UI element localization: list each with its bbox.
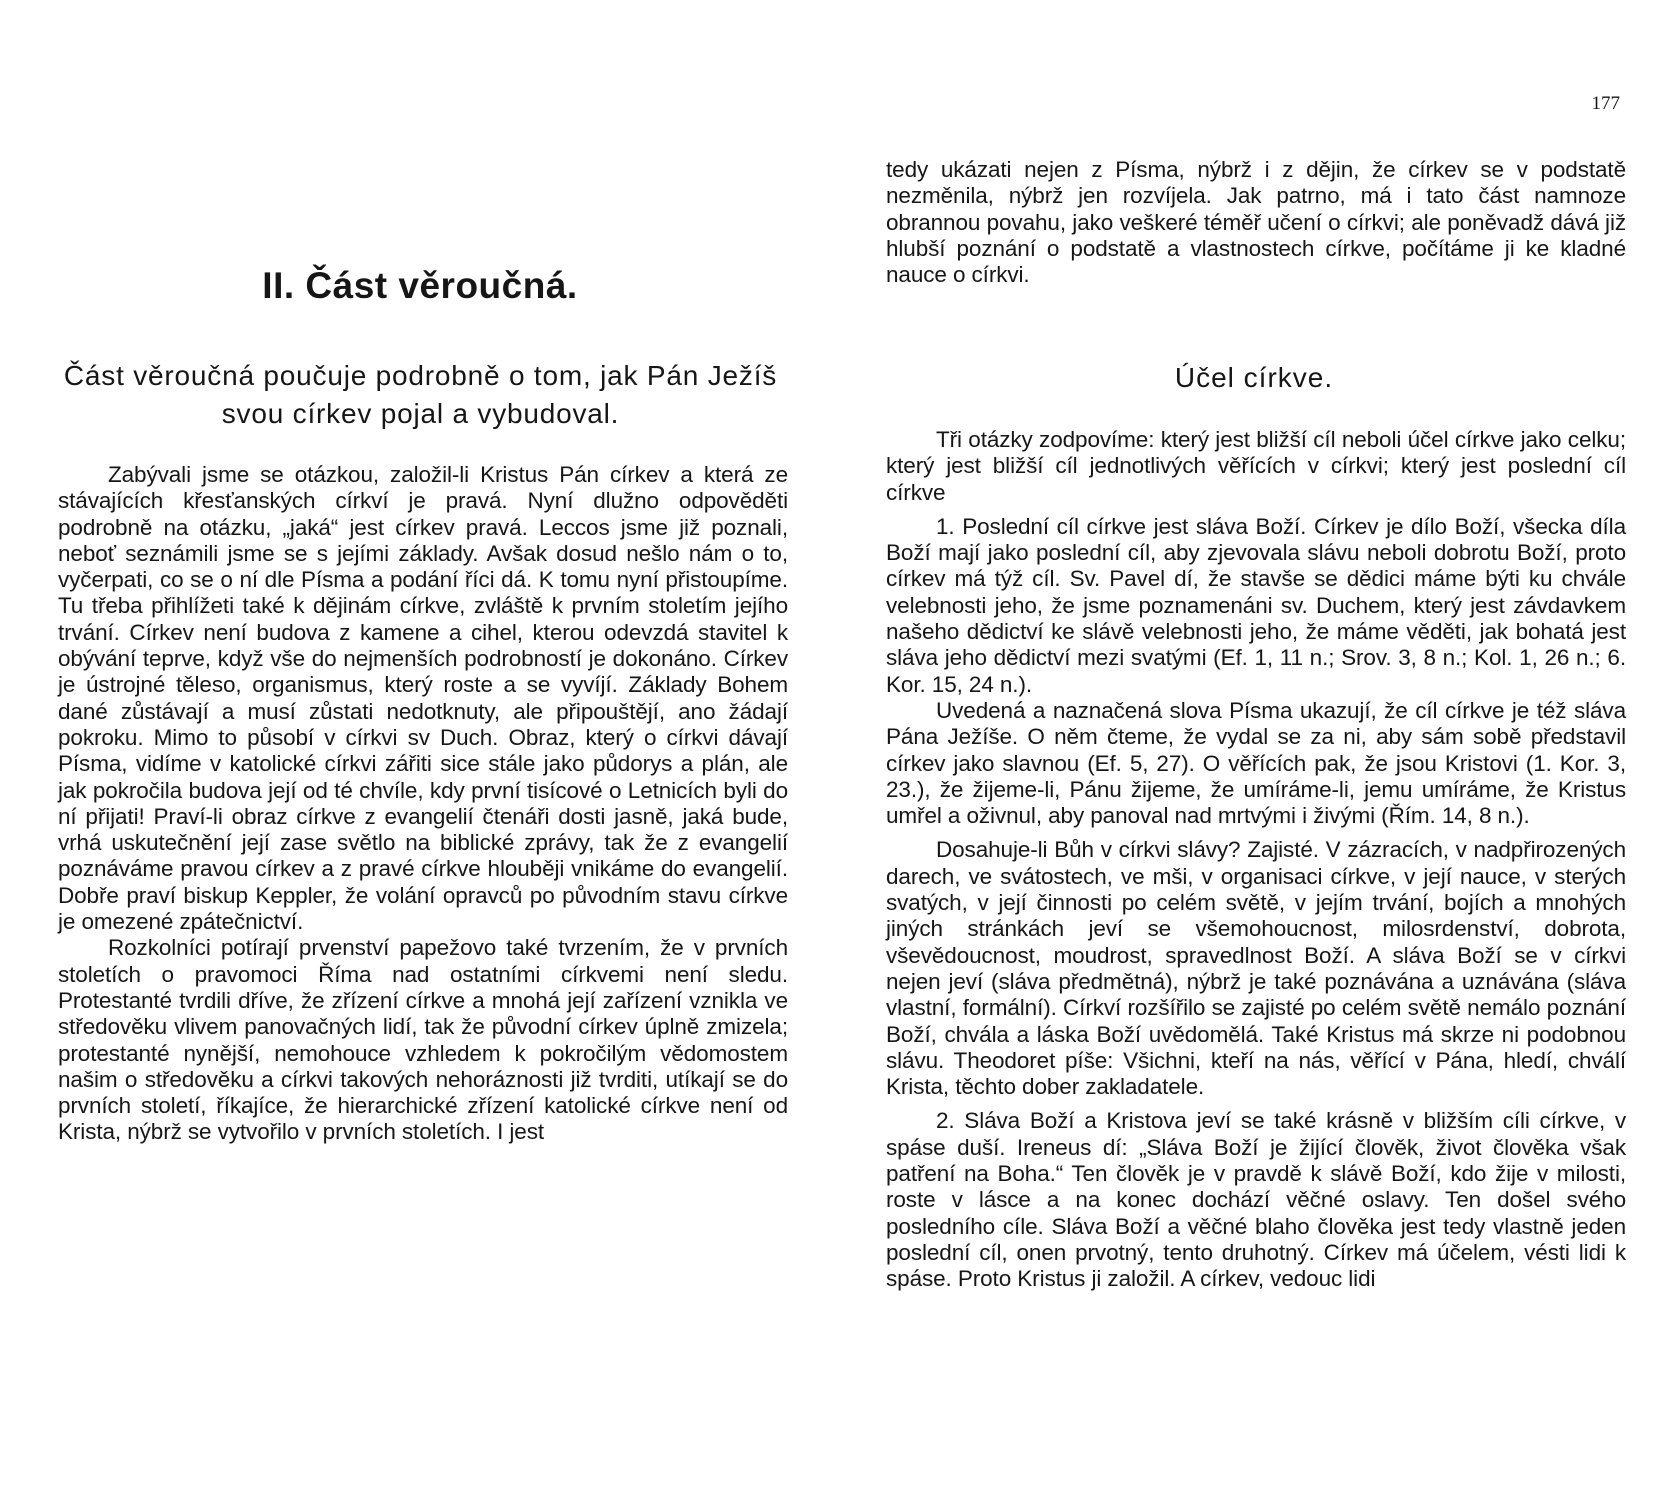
paragraph: Uvedená a naznačená slova Písma ukazují, že cíl církve je též sláva Pána Ježíše. O něm čteme, že vydal se za ni, aby sám sobě představil církev jako slavnou (Ef. 5, 27). O věřících pak, že jsou Kristovi (1. Kor. 3, 23.), že žijeme-li, Pánu žijeme, že umíráme-li, jemu umíráme, že Kristus umřel a oživnul, aby panoval nad mrtvými i živými (Řím. 14, 8 n.). <box>886 697 1626 829</box>
right-page <box>836 0 1672 1500</box>
paragraph: Dosahuje-li Bůh v církvi slávy? Zajisté. V zázracích, v nadpřirozených darech, ve svátostech, ve mši, v organisaci církve, v její nauce, v sterých svatých, v její činnosti po celém světě, v jejím trvání, bojích a mnohých jiných stránkách jeví se všemohoucnost, milosrdenství, dobrota, vševědoucnost, moudrost, spravedlnost Boží. A sláva Boží se v církvi nejen jeví (sláva předmětná), nýbrž je také poznávána a uznávána (sláva vlastní, formální). Církví rozšířilo se zajisté po celém světě nemálo poznání Boží, chvála a láska Boží uvědomělá. Také Kristus má skrze ni podobnou slávu. Theodoret píše: Všichni, kteří na nás, věřící v Pána, hledí, chválí Krista, těchto dober zakladatele. <box>886 837 1626 1100</box>
section-title: Účel církve. <box>1174 362 1334 393</box>
paragraph: 1. Poslední cíl církve jest sláva Boží. Církev je dílo Boží, všecka díla Boží mají jako poslední cíl, aby zjevovala slávu neboli dobrotu Boží, proto církev má týž cíl. Sv. Pavel dí, že stavše se dědici máme býti ku chvále velebnosti jeho, že jsme poznamenáni sv. Duchem, který jest závdavkem našeho dědictví ke slávě velebnosti jeho, že máme věděti, jak bohatá jest sláva jeho dědictví mezi svatými (Ef. 1, 11 n.; Srov. 3, 8 n.; Kol. 1, 26 n.; 6. Kor. 15, 24 n.). <box>886 513 1626 697</box>
left-body-text <box>58 462 788 1146</box>
paragraph: 2. Sláva Boží a Kristova jeví se také krásně v bližším cíli církve, v spáse duší. Ireneus dí: „Sláva Boží je žijící člověk, život člověka však patření na Boha.“ Ten člověk je v pravdě k slávě Boží, kdo žije v milosti, roste v lásce a na konec dochází věčné oslavy. Ten došel svého posledního cíle. Sláva Boží a věčné blaho člověka jest tedy vlastně jeden poslední cíl, onen prvotný, tento druhotný. Církev má účelem, vésti lidi k spáse. Proto Kristus ji založil. A církev, vedouc lidi <box>886 1108 1626 1292</box>
paragraph: Tři otázky zodpovíme: který jest bližší cíl neboli účel církve jako celku; který jest bližší cíl jednotlivých věřících v církvi; který jest poslední cíl církve <box>886 427 1626 505</box>
right-intro-text <box>886 157 1626 288</box>
page-number: 177 <box>1591 93 1620 114</box>
part-subtitle: Část věroučná poučuje podrobně o tom, jak Pán Ježíš svou církev pojal a vybudoval. <box>63 360 778 429</box>
part-title: II. Část věroučná. <box>262 265 578 306</box>
paragraph: Zabývali jsme se otázkou, založil-li Kristus Pán církev a která ze stávajících křesťanských církví je pravá. Nyní dlužno odpověděti podrobně na otázku, „jaká“ jest církev pravá. Leccos jsme již poznali, neboť seznámili jsme se s jejími základy. Avšak dosud nešlo nám o to, vyčerpati, co se o ní dle Písma a podání říci dá. K tomu nyní přistoupíme. Tu třeba přihlížeti také k dějinám církve, zvláště k prvním stoletím jejího trvání. Církev není budova z kamene a cihel, kterou odevzdá stavitel k obývání teprve, když vše do nejmenších podrobností je dokonáno. Církev je ústrojné těleso, organismus, který roste a se vyvíjí. Základy Bohem dané zůstávají a musí zůstati nedotknuty, ale připouštějí, ano žádají pokroku. Mimo to působí v církvi sv Duch. Obraz, který o církvi dávají Písma, vidíme v katolické církvi zářiti sice stále jako půdorys a plán, ale jak pokročila budova její od té chvíle, kdy první tisícové o Letnicích byli do ní přijati! Praví-li obraz církve z evangelií čtenáři dosti jasně, jaká bude, vrhá uskutečnění její zase světlo na biblické zprávy, tak že z evangelií poznáváme pravou církev a z pravé církve hlouběji vnikáme do evangelií. Dobře praví biskup Keppler, že volání opravců po původním stavu církve je omezené zpátečnictví. <box>58 462 788 935</box>
right-body-text <box>886 427 1626 1293</box>
paragraph: Rozkolníci potírají prvenství papežovo také tvrzením, že v prvních stoletích o pravomoci Říma nad ostatními církvemi není sledu. Protestanté tvrdili dříve, že zřízení církve a mnohá její zařízení vznikla ve středověku vlivem panovačných lidí, tak že původní církev úplně zmizela; protestanté nynější, nemohouce vzhledem k pokročilým vědomostem našim o středověku a církvi takových nehoráznosti již tvrditi, utíkají se do prvních století, říkajíce, že hierarchické zřízení katolické církve není od Krista, nýbrž se vytvořilo v prvních stoletích. I jest <box>58 935 788 1145</box>
paragraph: tedy ukázati nejen z Písma, nýbrž i z dějin, že církev se v podstatě nezměnila, nýbrž jen rozvíjela. Jak patrno, má i tato část namnoze obrannou povahu, jako veškeré téměř učení o církvi; ale poněvadž dává již hlubší poznání o podstatě a vlastnostech církve, počítáme ji ke kladné nauce o církvi. <box>886 157 1626 288</box>
